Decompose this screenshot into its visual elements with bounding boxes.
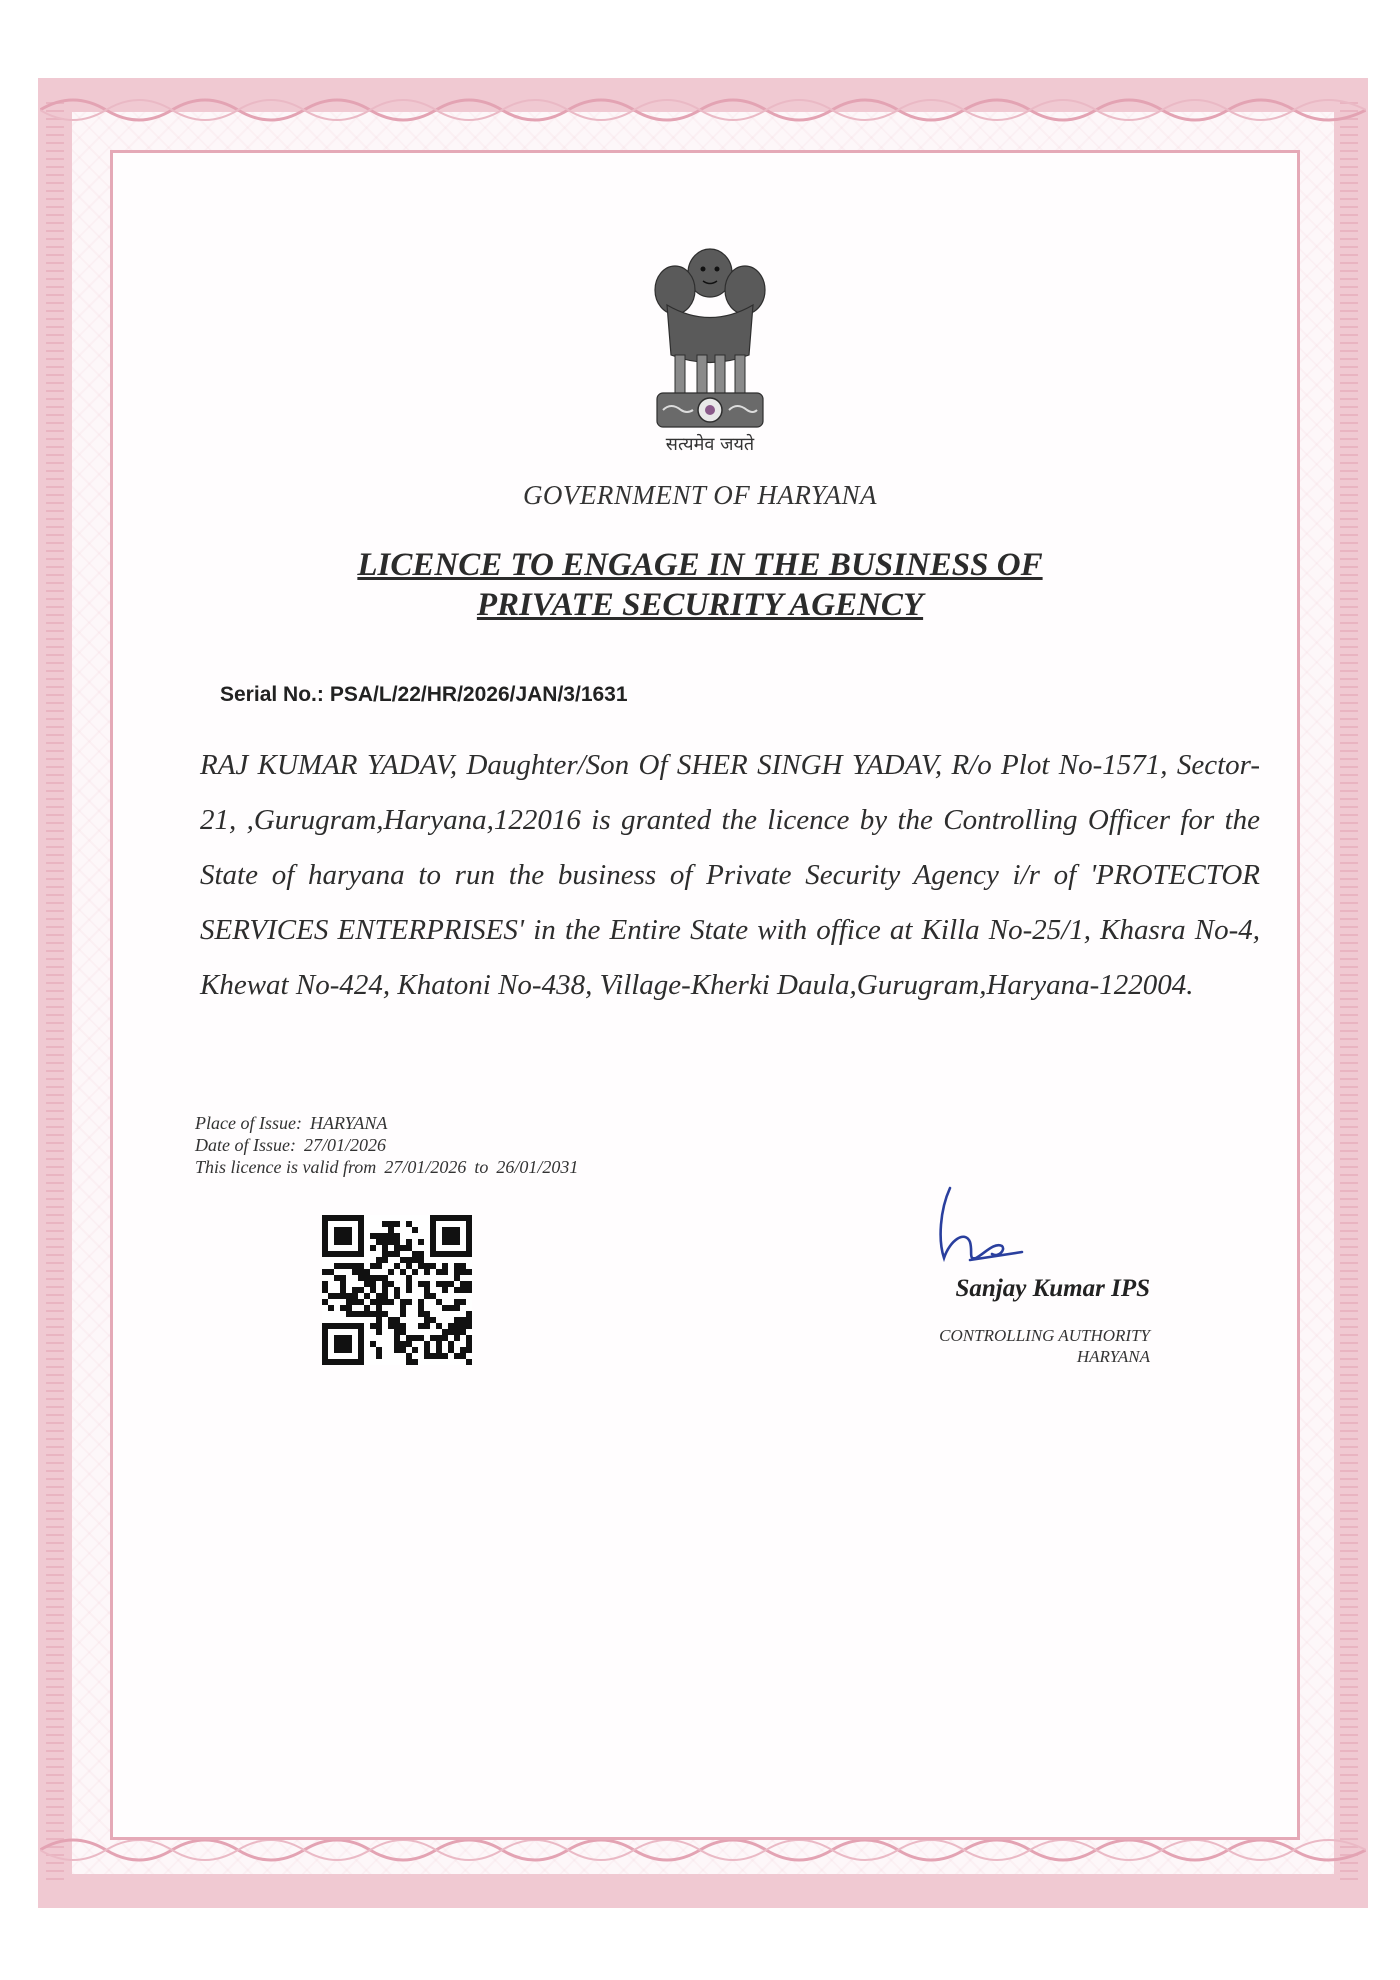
- date-label: Date of Issue:: [195, 1135, 296, 1155]
- emblem-motto: सत्यमेव जयते: [665, 434, 755, 455]
- signatory-name: Sanjay Kumar IPS: [955, 1275, 1150, 1302]
- place-label: Place of Issue:: [195, 1113, 302, 1133]
- border-wave-top: [40, 90, 1366, 130]
- serial-value: PSA/L/22/HR/2026/JAN/3/1631: [329, 683, 628, 706]
- valid-from: 27/01/2026: [384, 1157, 467, 1177]
- date-value: 27/01/2026: [303, 1135, 386, 1155]
- issue-details: [195, 1112, 586, 1178]
- place-of-issue: [195, 1112, 586, 1134]
- validity-to-label: to: [474, 1157, 489, 1177]
- valid-to: 26/01/2031: [496, 1157, 579, 1177]
- date-of-issue: [195, 1134, 586, 1156]
- serial-number: [220, 683, 628, 707]
- border-strip-right: [1340, 100, 1358, 1880]
- signatory-designation: [800, 1325, 1150, 1367]
- licence-body-text: RAJ KUMAR YADAV, Daughter/Son Of SHER SINGH YADAV, R/o Plot No-1571, Sector-21, ,Gurugram,Haryana,122016 is granted the licence by the Controlling Officer for the State of haryana to run the business of Private Security Agency i/r of 'PROTECTOR SERVICES ENTERPRISES' in the Entire State with office at Killa No-25/1, Khasra No-4, Khewat No-424, Khatoni No-438, Village-Kherki Daula,Gurugram,Haryana-122004.: [200, 749, 1260, 1001]
- government-name: GOVERNMENT OF HARYANA: [522, 480, 878, 510]
- border-strip-left: [46, 100, 64, 1880]
- place-value: HARYANA: [309, 1113, 388, 1133]
- licence-title-line-2: PRIVATE SECURITY AGENCY: [476, 587, 924, 623]
- licence-title: [300, 545, 1100, 625]
- qr-code-icon: [322, 1215, 472, 1365]
- licence-title-line-1: LICENCE TO ENGAGE IN THE BUSINESS OF: [357, 547, 1043, 583]
- validity-period: [195, 1156, 586, 1178]
- serial-label: Serial No.:: [220, 683, 324, 706]
- handwritten-signature: [910, 1180, 1030, 1275]
- designation-title: CONTROLLING AUTHORITY: [939, 1326, 1150, 1345]
- validity-label: This licence is valid from: [195, 1157, 377, 1177]
- national-emblem-icon: [645, 235, 775, 435]
- designation-state: HARYANA: [1076, 1347, 1150, 1366]
